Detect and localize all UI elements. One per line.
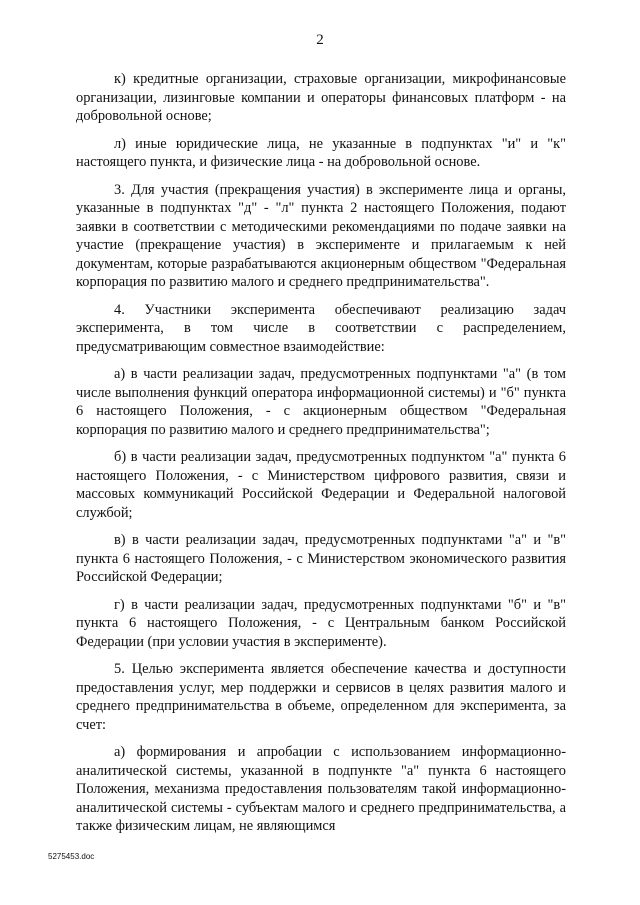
paragraph-4g: г) в части реализации задач, предусмотренных подпунктами "б" и "в" пункта 6 настоящего Положения, - с Центральным банком Российской Федерации (при условии участия в эксперименте). (76, 596, 566, 650)
paragraph-4-participants: 4. Участники эксперимента обеспечивают реализацию задач эксперимента, в том числе в соответствии с распределением, предусматривающим совместное взаимодействие: (76, 301, 566, 355)
paragraph-4a: а) в части реализации задач, предусмотренных подпунктами "а" (в том числе выполнения функций оператора информационной системы) и "б" пункта 6 настоящего Положения, - с акционерным обществом "Федеральная корпорация по развитию малого и среднего предпринимательства"; (76, 366, 566, 438)
document-footer-filename: 5275453.doc (48, 852, 95, 861)
paragraph-4b: б) в части реализации задач, предусмотренных подпунктом "а" пункта 6 настоящего Положения, - с Министерством цифрового развития, связи и массовых коммуникаций Российской Федерации и Федеральной налоговой службой; (76, 449, 566, 521)
document-body (76, 70, 566, 845)
paragraph-5a: а) формирования и апробации с использованием информационно-аналитической системы, указанной в подпункте "а" пункта 6 настоящего Положения, механизма предоставления пользователям такой информационно-аналитической системы - субъектам малого и среднего предпринимательства, а также физическим лицам, не являющимся (76, 744, 566, 834)
paragraph-3-participation: 3. Для участия (прекращения участия) в эксперименте лица и органы, указанные в подпунктах "д" - "л" пункта 2 настоящего Положения, подают заявки в соответствии с методическими рекомендациями по подаче заявки на участие (прекращение участия) в эксперименте и прилагаемым к ней документам, которые разрабатываются акционерным обществом "Федеральная корпорация по развитию малого и среднего предпринимательства". (76, 181, 566, 290)
paragraph-5-goal: 5. Целью эксперимента является обеспечение качества и доступности предоставления услуг, мер поддержки и сервисов в целях развития малого и среднего предпринимательства в объеме, определенном для эксперимента, за счет: (76, 661, 566, 733)
paragraph-k-credit-organizations: к) кредитные организации, страховые организации, микрофинансовые организации, лизинговые компании и операторы финансовых платформ - на добровольной основе; (76, 71, 566, 124)
paragraph-4v: в) в части реализации задач, предусмотренных подпунктами "а" и "в" пункта 6 настоящего Положения, - с Министерством экономического развития Российской Федерации; (76, 532, 566, 585)
paragraph-l-other-legal-entities: л) иные юридические лица, не указанные в подпунктах "и" и "к" настоящего пункта, и физические лица - на добровольной основе. (76, 135, 566, 170)
page-number: 2 (316, 32, 324, 48)
